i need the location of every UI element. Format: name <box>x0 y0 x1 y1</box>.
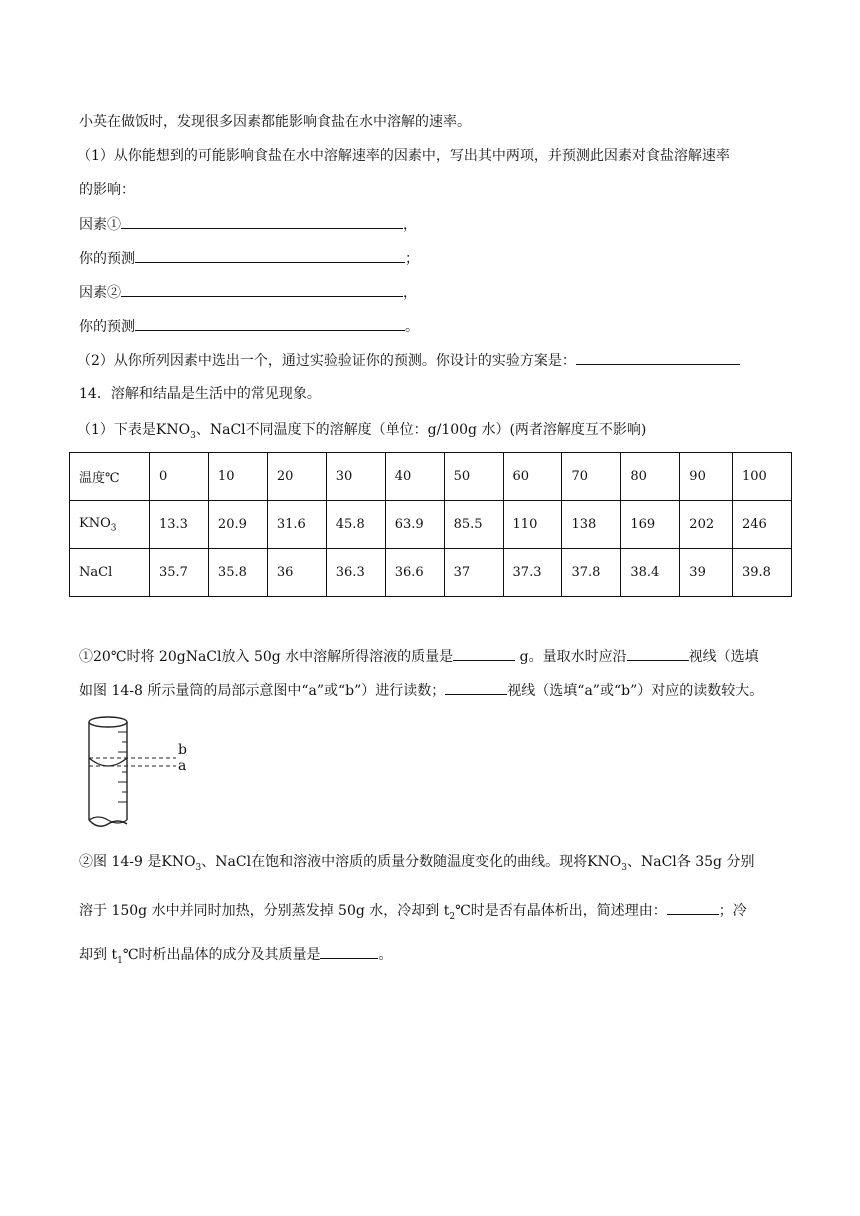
sub1-text-e: 视线（选填 <box>688 649 759 665</box>
table-cell: 39 <box>680 549 733 597</box>
table-cell: 63.9 <box>385 501 444 549</box>
table-cell: 50 <box>444 453 503 501</box>
graduated-cylinder-figure <box>88 714 198 833</box>
predict2-row <box>79 316 419 337</box>
table-cell: 202 <box>680 501 733 549</box>
t1-subscript: 1 <box>117 955 123 966</box>
sub2-text-a: ②图 14-9 是 <box>79 854 162 870</box>
sub2-line3 <box>79 944 392 971</box>
sub2-line1 <box>79 852 754 878</box>
table-row-header: NaCl <box>70 549 150 597</box>
q14-1-sep: 、 <box>195 422 210 438</box>
sub2-nacl: NaCl <box>215 854 252 870</box>
table-row-header: 温度℃ <box>70 453 150 501</box>
sub2-text-line3a: 却到 t <box>79 947 118 963</box>
question1-line1: （1）从你能想到的可能影响食盐在水中溶解速率的因素中，写出其中两项，并预测此因素对食盐溶解速率 <box>77 148 730 164</box>
larger-reading-blank[interactable] <box>445 680 507 695</box>
sub2-line2 <box>79 900 747 927</box>
question2-blank[interactable] <box>576 350 740 365</box>
table-cell: 80 <box>621 453 680 501</box>
sub2-text-line3b: ℃时析出晶体的成分及其质量是 <box>122 947 321 963</box>
q14-1-suffix: 不同温度下的溶解度（单位：g/100g 水）(两者溶解度互不影响) <box>245 422 647 438</box>
sub1-text-line2b: 视线（选填“a”或“b”）对应的读数较大。 <box>507 683 764 699</box>
table-cell: 37 <box>444 549 503 597</box>
factor1-label: 因素① <box>79 217 121 233</box>
question14-1-text <box>77 420 646 446</box>
predict2-blank[interactable] <box>135 316 405 331</box>
sub2-text-line3c: 。 <box>378 947 393 963</box>
predict2-label: 你的预测 <box>79 319 135 335</box>
table-cell: 31.6 <box>267 501 326 549</box>
table-cell: 30 <box>326 453 385 501</box>
intro-text: 小英在做饭时，发现很多因素都能影响食盐在水中溶解的速率。 <box>79 114 471 130</box>
q14-1-prefix: （1）下表是 <box>77 422 156 438</box>
table-cell: 169 <box>621 501 680 549</box>
question1-line2: 的影响： <box>79 182 135 198</box>
predict2-punct: 。 <box>405 319 419 335</box>
table-cell: 70 <box>562 453 621 501</box>
table-cell: 90 <box>680 453 733 501</box>
table-cell: 37.3 <box>503 549 562 597</box>
table-cell: 13.3 <box>150 501 209 549</box>
sub2-kno3-subscript: 3 <box>195 862 202 873</box>
sub2-text-i: 各 35g 分别 <box>676 854 755 870</box>
table-cell: 40 <box>385 453 444 501</box>
table-cell: 100 <box>732 453 791 501</box>
table-cell: 36.3 <box>326 549 385 597</box>
predict1-blank[interactable] <box>135 248 405 263</box>
factor2-row <box>79 282 417 303</box>
factor2-label: 因素② <box>79 285 121 301</box>
sub2-text-line2c: ；冷 <box>718 903 747 919</box>
nacl-formula: NaCl <box>209 422 246 438</box>
table-cell: 45.8 <box>326 501 385 549</box>
table-row-kno3 <box>70 501 792 549</box>
kno3-subscript: 3 <box>190 430 196 441</box>
sub2-kno3: KNO <box>161 854 196 870</box>
table-cell: 36 <box>267 549 326 597</box>
table-cell: 35.7 <box>150 549 209 597</box>
question2-text: （2）从你所列因素中选出一个，通过实验验证你的预测。你设计的实验方案是： <box>77 353 576 369</box>
solution-mass-blank[interactable] <box>453 646 515 661</box>
factor1-blank[interactable] <box>121 214 403 229</box>
label-a: a <box>178 758 187 774</box>
factor2-punct: ， <box>403 285 417 301</box>
t2-subscript: 2 <box>449 911 456 922</box>
sub1-line2 <box>79 680 763 701</box>
sub1-text-a: ①20℃时将 20g <box>79 649 186 665</box>
sub2-kno3-subscript-2: 3 <box>621 862 627 873</box>
kno3-label: KNO <box>79 515 111 531</box>
predict1-label: 你的预测 <box>79 251 135 267</box>
table-cell: 35.8 <box>208 549 267 597</box>
sub2-sep: 、 <box>201 854 216 870</box>
table-cell: 20.9 <box>208 501 267 549</box>
crystal-reason-blank[interactable] <box>667 900 719 915</box>
sub2-sep-2: 、 <box>627 854 641 870</box>
table-cell: 138 <box>562 501 621 549</box>
kno3-label-subscript: 3 <box>110 523 117 534</box>
kno3-formula: KNO <box>155 422 191 438</box>
factor2-blank[interactable] <box>121 282 403 297</box>
table-cell: 20 <box>267 453 326 501</box>
table-cell: 110 <box>503 501 562 549</box>
sub1-line1 <box>79 646 759 667</box>
sub1-text-line2a: 如图 14-8 所示量筒的局部示意图中“a”或“b”）进行读数； <box>79 683 446 699</box>
table-row-nacl <box>70 549 792 597</box>
sub2-text-e: 在饱和溶液中溶质的质量分数随温度变化的曲线。现将 <box>251 854 588 870</box>
table-cell: 36.6 <box>385 549 444 597</box>
table-cell: 85.5 <box>444 501 503 549</box>
sub1-text-d: g。量取水时应沿 <box>515 649 627 665</box>
solubility-table <box>69 452 792 597</box>
predict1-row <box>79 248 419 269</box>
predict1-punct: ； <box>405 251 419 267</box>
factor1-punct: ， <box>403 217 417 233</box>
sub2-nacl-2: NaCl <box>641 854 677 870</box>
sub2-kno3-2: KNO <box>587 854 622 870</box>
table-cell: 10 <box>208 453 267 501</box>
sub1-nacl: NaCl <box>185 649 222 665</box>
sub2-text-line2a: 溶于 150g 水中并同时加热，分别蒸发掉 50g 水，冷却到 t <box>79 903 450 919</box>
table-cell: 39.8 <box>732 549 791 597</box>
table-cell: 0 <box>150 453 209 501</box>
sub2-text-line2b: ℃时是否有晶体析出，简述理由： <box>455 903 667 919</box>
table-cell: 246 <box>732 501 791 549</box>
label-b: b <box>178 742 187 758</box>
reading-line-blank[interactable] <box>627 646 689 661</box>
question2-row <box>77 350 740 371</box>
table-cell: 37.8 <box>562 549 621 597</box>
question14-title: 14．溶解和结晶是生活中的常见现象。 <box>79 386 321 402</box>
table-row-header <box>70 501 150 549</box>
table-cell: 38.4 <box>621 549 680 597</box>
factor1-row <box>79 214 417 235</box>
table-cell: 60 <box>503 453 562 501</box>
crystal-composition-blank[interactable] <box>320 944 378 959</box>
sub1-text-c: 放入 50g 水中溶解所得溶液的质量是 <box>221 649 454 665</box>
table-row-temperature <box>70 453 792 501</box>
